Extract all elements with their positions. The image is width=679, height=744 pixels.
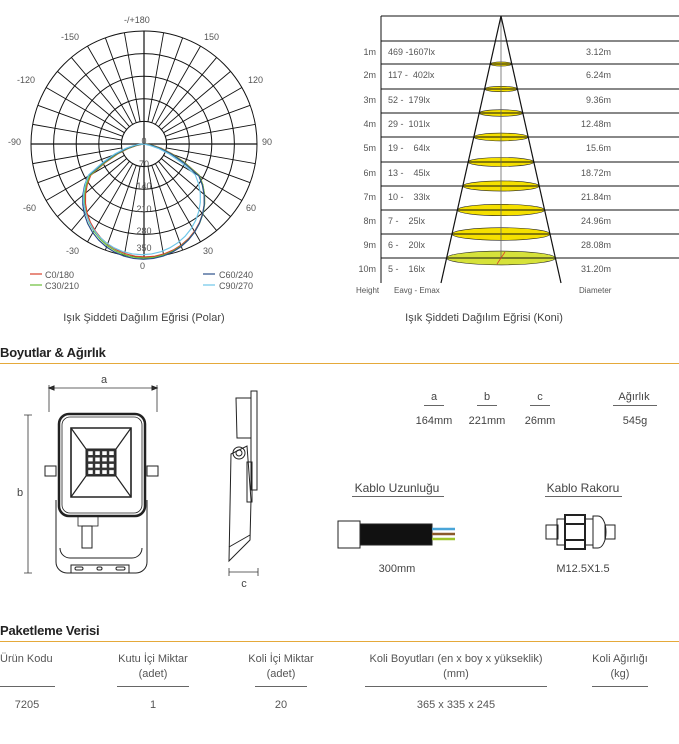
polar-label-m90: -90 [8,137,22,147]
cone-height: 3m [363,95,376,105]
packaging-header-line: Koli Boyutları (en x boy x yükseklik) [369,653,543,665]
polar-label-p90: 90 [262,137,273,147]
polar-label-m30: -30 [66,246,80,256]
cable-gland-label: Kablo Rakoru [546,481,620,495]
led-chip [88,470,93,474]
led-chip [88,464,93,468]
packaging-header-line: (adet) [138,668,168,680]
cable-gland-value: M12.5X1.5 [556,563,610,575]
cone-diameter: 31.20m [580,264,611,274]
led-chip [102,470,107,474]
packaging-value: 7205 [14,699,40,711]
packaging-value: 20 [274,699,288,711]
packaging-header-line: (kg) [610,668,630,680]
led-chip [109,470,114,474]
cone-footer-height: Height [356,286,380,295]
cone-diameter: 15.6m [585,143,611,153]
polar-ring-label: 0 [141,136,147,146]
cone-diameter: 9.36m [585,95,611,105]
led-chip [102,457,107,461]
underline [424,405,444,406]
underline [365,686,547,687]
cone-lux: 7 - 25lx [388,216,426,226]
cone-height: 6m [363,168,376,178]
cone-height: 9m [363,240,376,250]
underline [545,496,622,497]
led-chip [109,464,114,468]
polar-label-m150: -150 [61,32,80,42]
polar-ring-label: 280 [136,226,152,237]
packaging-header-line: Koli Ağırlığı [592,653,648,665]
dimensions-title: Boyutlar & Ağırlık [0,345,106,360]
cone-height: 10m [358,264,376,274]
cone-lux: 29 - 101lx [388,119,431,129]
packaging-header-line: Kutu İçi Miktar [118,653,188,665]
polar-ring-label: 70 [139,158,150,169]
cable-length-value: 300mm [378,563,416,575]
cone-lux: 13 - 45lx [388,168,431,178]
led-chip [95,464,100,468]
cone-diameter: 28.08m [580,240,611,250]
cone-diameter: 21.84m [580,192,611,202]
led-chip [88,451,93,455]
cone-lux: 5 - 16lx [388,264,426,274]
polar-label-m60: -60 [23,203,37,213]
led-chip [109,451,114,455]
legend-c30: C30/210 [45,281,80,291]
cone-lux: 19 - 64lx [388,143,431,153]
led-chip [95,451,100,455]
cone-caption: Işık Şiddeti Dağılım Eğrisi (Koni) [405,312,563,324]
dim-value-weight: 545g [622,415,648,427]
cone-height: 4m [363,119,376,129]
section-divider [0,641,679,642]
dim-header-a: a [430,391,438,403]
polar-label-0: 0 [140,261,146,271]
polar-ring-label: 140 [136,181,152,192]
polar-caption: Işık Şiddeti Dağılım Eğrisi (Polar) [63,312,225,324]
underline [0,686,55,687]
cone-footer-diameter: Diameter [579,286,612,295]
dim-value-b: 221mm [468,415,506,427]
dim-value-c: 26mm [524,415,556,427]
packaging-title: Paketleme Verisi [0,623,100,638]
cone-height: 8m [363,216,376,226]
cone-diameter: 6.24m [585,70,611,80]
led-chip [102,464,107,468]
cone-height: 5m [363,143,376,153]
packaging-value: 1 [149,699,157,711]
underline [530,405,550,406]
polar-label-180: -/+180 [124,15,150,25]
cone-lux: 117 - 402lx [388,70,435,80]
cone-height: 2m [363,70,376,80]
packaging-header-line: (mm) [443,668,469,680]
cone-diameter: 3.12m [585,47,611,57]
polar-label-p60: 60 [246,203,257,213]
packaging-header-line: (adet) [266,668,296,680]
led-chip [95,457,100,461]
cone-diameter: 12.48m [580,119,611,129]
underline [255,686,307,687]
led-chip [95,470,100,474]
dim-label-b: b [17,487,24,499]
led-chip [102,451,107,455]
polar-label-p150: 150 [204,32,220,42]
underline [352,496,444,497]
underline [613,405,657,406]
packaging-header [118,652,188,682]
led-chip [88,457,93,461]
cone-lux: 52 - 179lx [388,95,431,105]
dim-label-c: c [241,578,247,590]
packaging-header [592,652,648,682]
underline [477,405,497,406]
cone-lux: 6 - 20lx [388,240,426,250]
led-chip [109,457,114,461]
cone-lux: 10 - 33lx [388,192,431,202]
cone-diameter: 18.72m [580,168,611,178]
underline [117,686,189,687]
legend-c0: C0/180 [45,270,75,280]
polar-label-p120: 120 [248,75,264,85]
cable-length-label: Kablo Uzunluğu [354,481,440,495]
dim-label-a: a [100,374,108,386]
packaging-value: 365 x 335 x 245 [416,699,496,711]
polar-ring-label: 350 [136,243,152,253]
legend-c60: C60/240 [219,270,254,280]
legend-c90: C90/270 [219,281,254,291]
dim-header-c: c [537,391,543,403]
packaging-header [0,652,53,667]
packaging-header [248,652,313,682]
polar-label-m120: -120 [17,75,36,85]
cone-height: 1m [363,47,376,57]
packaging-header-line: Ürün Kodu [0,653,53,665]
cone-footer-eavg: Eavg - Emax [394,286,440,295]
packaging-header [369,652,542,682]
dim-value-a: 164mm [415,415,453,427]
cone-lux: 469 -1607lx [388,47,436,57]
cone-height: 7m [363,192,376,202]
underline [592,686,648,687]
polar-ring-label: 210 [136,203,152,214]
cone-diameter: 24.96m [580,216,611,226]
dim-header-weight: Ağırlık [618,391,650,403]
dim-header-b: b [483,391,491,403]
polar-label-p30: 30 [203,246,214,256]
packaging-header-line: Koli İçi Miktar [248,653,314,665]
